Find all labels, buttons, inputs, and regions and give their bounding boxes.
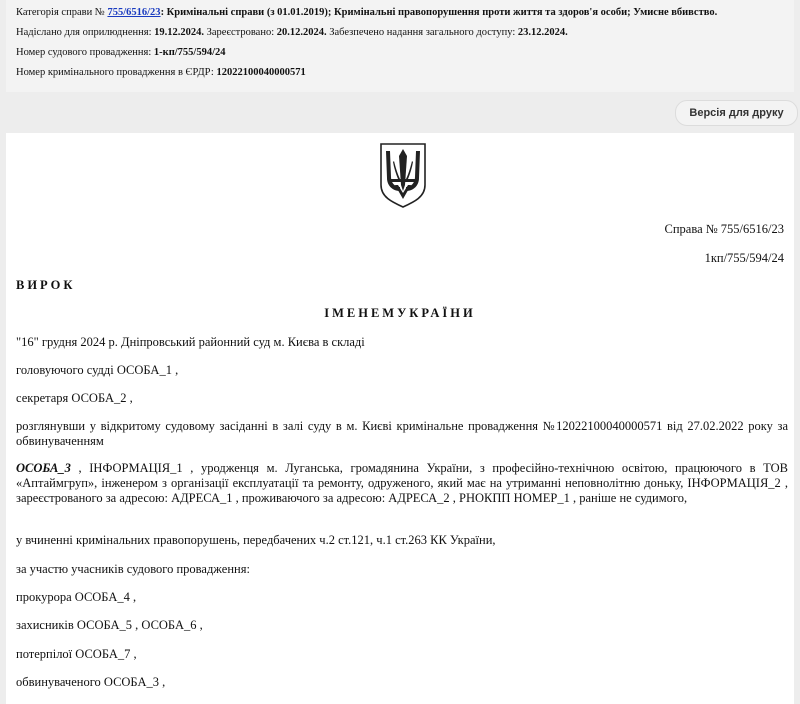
case-category-value: : Кримінальні справи (з 01.01.2019); Кримінальні правопорушення проти життя та здоров'я особи; Умисне вбивство. xyxy=(160,7,718,18)
secretary-paragraph: секретаря ОСОБА_2 , xyxy=(16,391,133,405)
defenders-paragraph: захисників ОСОБА_5 , ОСОБА_6 , xyxy=(16,618,203,632)
coat-of-arms-icon xyxy=(378,141,428,209)
proceeding-number: 1кп/755/594/24 xyxy=(704,251,784,265)
victim-paragraph: потерпілої ОСОБА_7 , xyxy=(16,647,137,661)
registered-date: 20.12.2024. xyxy=(276,27,327,38)
case-category-label: Категорія справи № xyxy=(16,7,105,18)
participants-paragraph: за участю учасників судового провадження: xyxy=(16,562,250,576)
registered-label: Зареєстровано: xyxy=(206,27,275,38)
sent-label: Надіслано для оприлюднення: xyxy=(16,27,152,38)
case-number: Справа № 755/6516/23 xyxy=(664,222,784,236)
accused-name: ОСОБА_3 xyxy=(16,461,71,475)
verdict-heading: ВИРОК xyxy=(16,278,76,292)
accused-participant-paragraph: обвинуваченого ОСОБА_3 , xyxy=(16,675,166,689)
case-info-panel xyxy=(6,0,794,92)
date-paragraph: "16" грудня 2024 р. Дніпровський районний суд м. Києва в складі xyxy=(16,335,365,349)
criminal-proceeding-number: 12022100040000571 xyxy=(216,67,306,78)
case-number-link[interactable]: 755/6516/23 xyxy=(107,7,161,18)
considered-paragraph: розглянувши у відкритому судовому засіданні в залі суду в м. Києві кримінальне провадження №12022100040000571 від 27.02.2022 року за обвинуваченням xyxy=(16,419,788,448)
access-date: 23.12.2024. xyxy=(517,27,568,38)
criminal-proceeding-line xyxy=(16,67,794,79)
accused-details: , ІНФОРМАЦІЯ_1 , уродженця м. Луганська, громадянина України, з професійно-технічною освітою, працюючого в ТОВ «Аптаймгруп», інженером з організації експлуатації та ремонту, одруженого, який має на утриманні неповнолітню доньку, ІНФОРМАЦІЯ_2 , зареєстрованого за адресою: АДРЕСА_1 , проживаючого за адресою: АДРЕСА_2 , РНОКПП НОМЕР_1 , раніше не судимого, xyxy=(16,461,788,505)
dates-line xyxy=(16,27,794,39)
sent-date: 19.12.2024. xyxy=(154,27,204,38)
offense-paragraph: у вчиненні кримінальних правопорушень, передбачених ч.2 ст.121, ч.1 ст.263 КК України, xyxy=(16,533,496,547)
criminal-proceeding-label: Номер кримінального провадження в ЄРДР: xyxy=(16,67,214,78)
prosecutor-paragraph: прокурора ОСОБА_4 , xyxy=(16,590,137,604)
case-category-line xyxy=(16,7,794,19)
court-proceeding-line xyxy=(16,47,794,59)
court-proceeding-number: 1-кп/755/594/24 xyxy=(153,47,226,58)
verdict-document xyxy=(6,133,794,704)
accused-paragraph xyxy=(16,461,788,506)
print-version-button[interactable]: Версія для друку xyxy=(675,100,798,126)
in-name-of-ukraine-heading: ІМЕНЕМУКРАЇНИ xyxy=(324,306,476,320)
court-proceeding-label: Номер судового провадження: xyxy=(16,47,152,58)
judge-paragraph: головуючого судді ОСОБА_1 , xyxy=(16,363,179,377)
access-label: Забезпечено надання загального доступу: xyxy=(329,27,516,38)
